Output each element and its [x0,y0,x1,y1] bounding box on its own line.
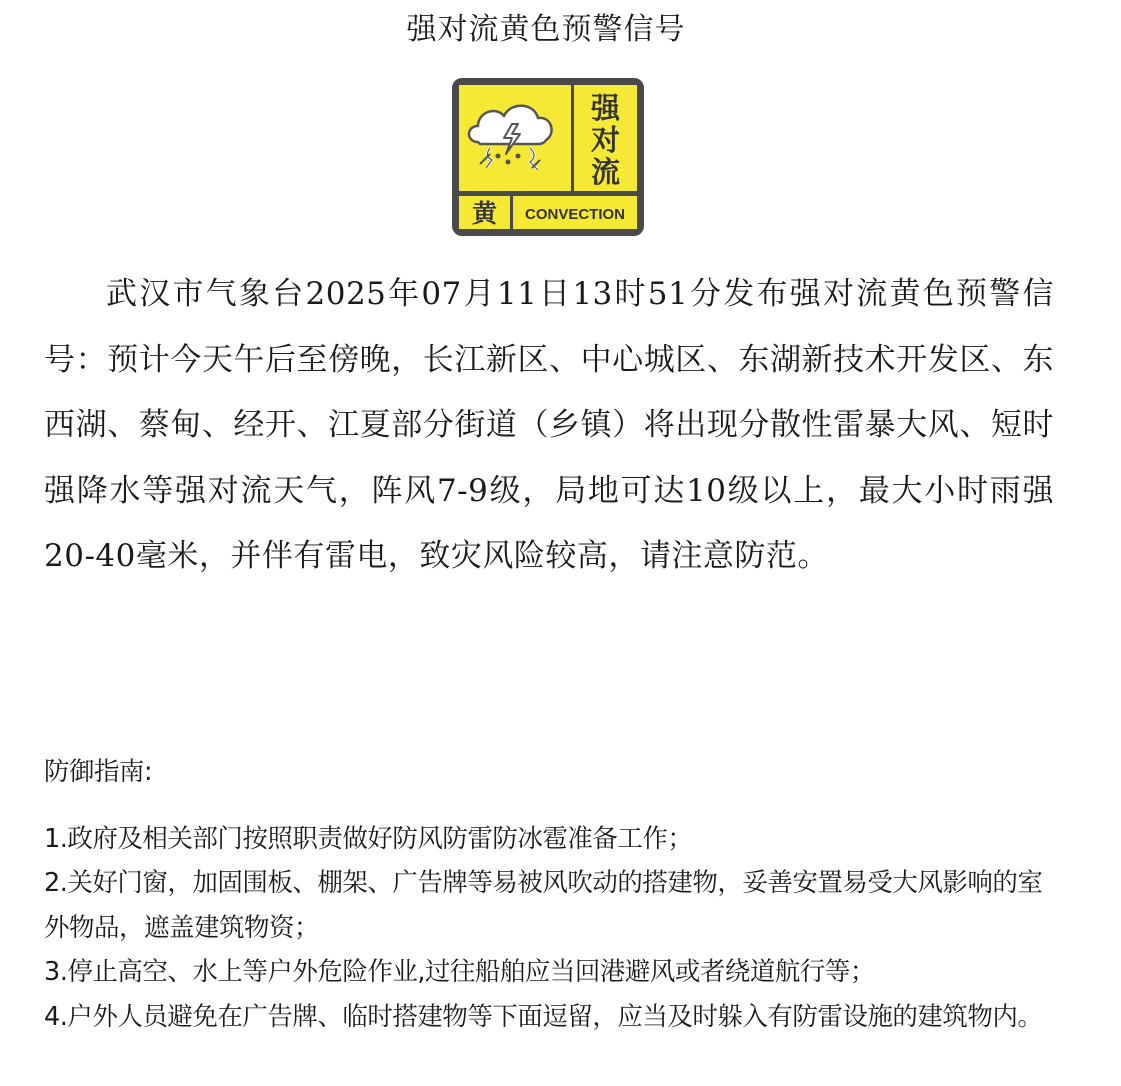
badge-level-char: 黄 [471,199,498,228]
guide-item-1: 1.政府及相关部门按照职责做好防风防雷防冰雹准备工作； [44,823,693,854]
badge-char-1: 强 [590,91,621,125]
badge-english-label: CONVECTION [524,206,626,223]
badge-char-2: 对 [590,123,621,157]
guide-heading: 防御指南: [44,757,153,787]
guide-item-3: 3.停止高空、水上等户外危险作业,过往船舶应当回港避风或者绕道航行等； [44,957,875,987]
page-title: 强对流黄色预警信号 [406,12,686,47]
badge-char-3: 流 [590,155,621,189]
guide-item-2: 2.关好门窗，加固围板、棚架、广告牌等易被风吹动的搭建物，妥善安置易受大风影响的室外物品，遮盖建筑物资； [44,868,1043,943]
bulletin-text: 武汉市气象台2025年07月11日13时51分发布强对流黄色预警信号：预计今天午后至傍晚，长江新区、中心城区、东湖新技术开发区、东西湖、蔡甸、经开、江夏部分街道（乡镇）将出现分散性雷暴大风、短时强降水等强对流天气，阵风7-9级，局地可达10级以上，最大小时雨强20-40毫米，并伴有雷电，致灾风险较高，请注意防范。 [44,276,1054,574]
defense-guide [44,750,1064,1039]
convection-yellow-warning-badge [450,76,646,238]
guide-item-4: 4.户外人员避免在广告牌、临时搭建物等下面逗留，应当及时躲入有防雷设施的建筑物内。 [44,1001,1043,1032]
